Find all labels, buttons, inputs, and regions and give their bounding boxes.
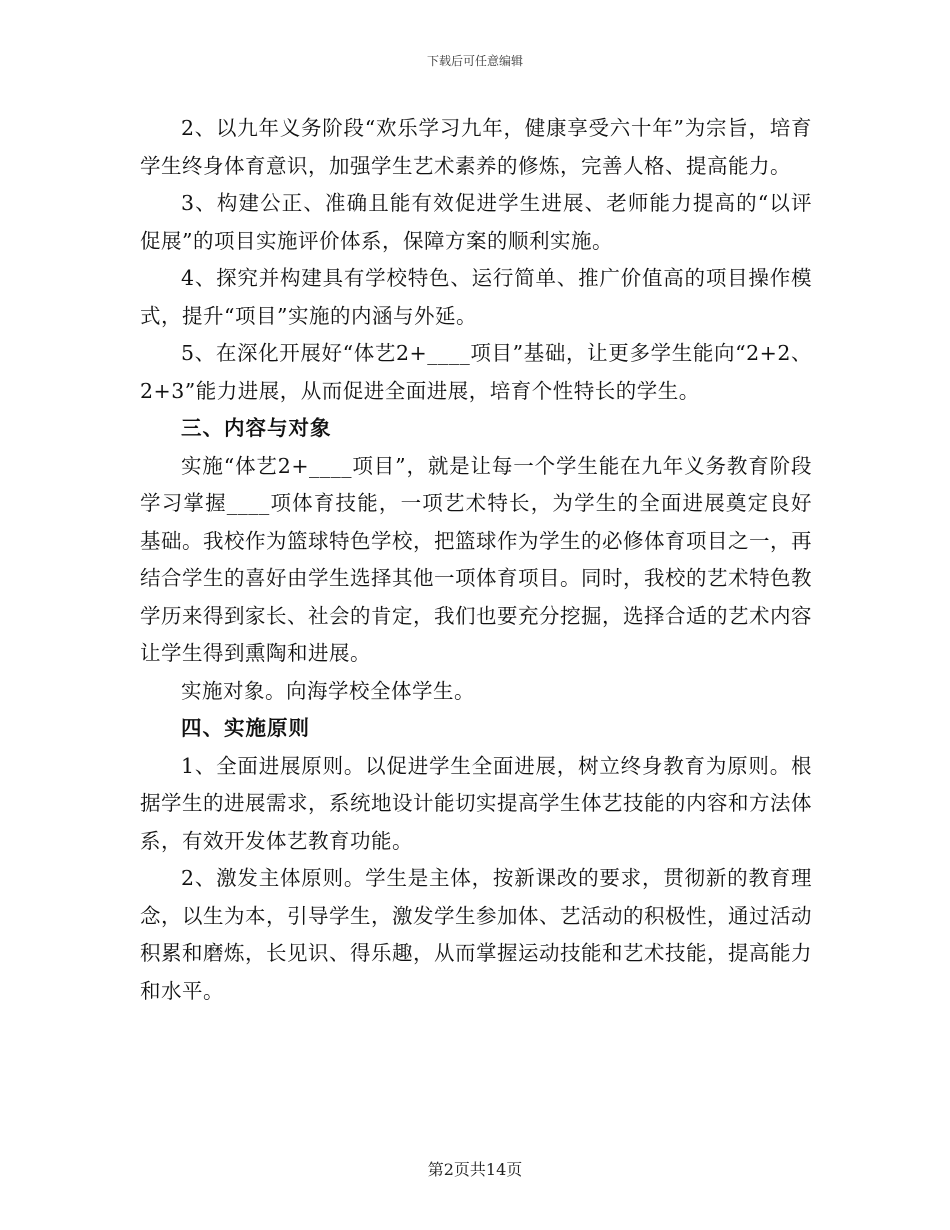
section-heading-principles: 四、实施原则 [181, 716, 310, 740]
paragraph-principle-1: 1、全面进展原则。以促进学生全面进展，树立终身教育为原则。根据学生的进展需求，系统地设计能切实提高学生体艺技能的内容和方法体系，有效开发体艺教育功能。 [140, 753, 812, 853]
paragraph-principle-2: 2、激发主体原则。学生是主体，按新课改的要求，贯彻新的教育理念，以生为本，引导学生，激发学生参加体、艺活动的积极性，通过活动积累和磨炼，长见识、得乐趣，从而掌握运动技能和艺术技能，提高能力和水平。 [140, 866, 812, 1003]
document-body [140, 110, 812, 1010]
paragraph-goal-4: 4、探究并构建具有学校特色、运行简单、推广价值高的项目操作模式，提升“项目”实施的内涵与外延。 [140, 266, 812, 328]
section-heading-content: 三、内容与对象 [181, 416, 332, 440]
paragraph-content: 实施“体艺2+____项目”，就是让每一个学生能在九年义务教育阶段学习掌握____项体育技能，一项艺术特长，为学生的全面进展奠定良好基础。我校作为篮球特色学校，把篮球作为学生的必修体育项目之一，再结合学生的喜好由学生选择其他一项体育项目。同时，我校的艺术特色教学历来得到家长、社会的肯定，我们也要充分挖掘，选择合适的艺术内容让学生得到熏陶和进展。 [140, 453, 812, 665]
page-header: 下载后可任意编辑 [426, 54, 523, 68]
paragraph-goal-5: 5、在深化开展好“体艺2+____项目”基础，让更多学生能向“2+2、2+3”能力进展，从而促进全面进展，培育个性特长的学生。 [140, 341, 812, 403]
paragraph-goal-3: 3、构建公正、准确且能有效促进学生进展、老师能力提高的“以评促展”的项目实施评价体系，保障方案的顺利实施。 [140, 191, 812, 253]
paragraph-target: 实施对象。向海学校全体学生。 [181, 678, 475, 703]
paragraph-goal-2: 2、以九年义务阶段“欢乐学习九年，健康享受六十年”为宗旨，培育学生终身体育意识，加强学生艺术素养的修炼，完善人格、提高能力。 [140, 116, 812, 178]
page-number: 第2页共14页 [427, 1160, 523, 1179]
